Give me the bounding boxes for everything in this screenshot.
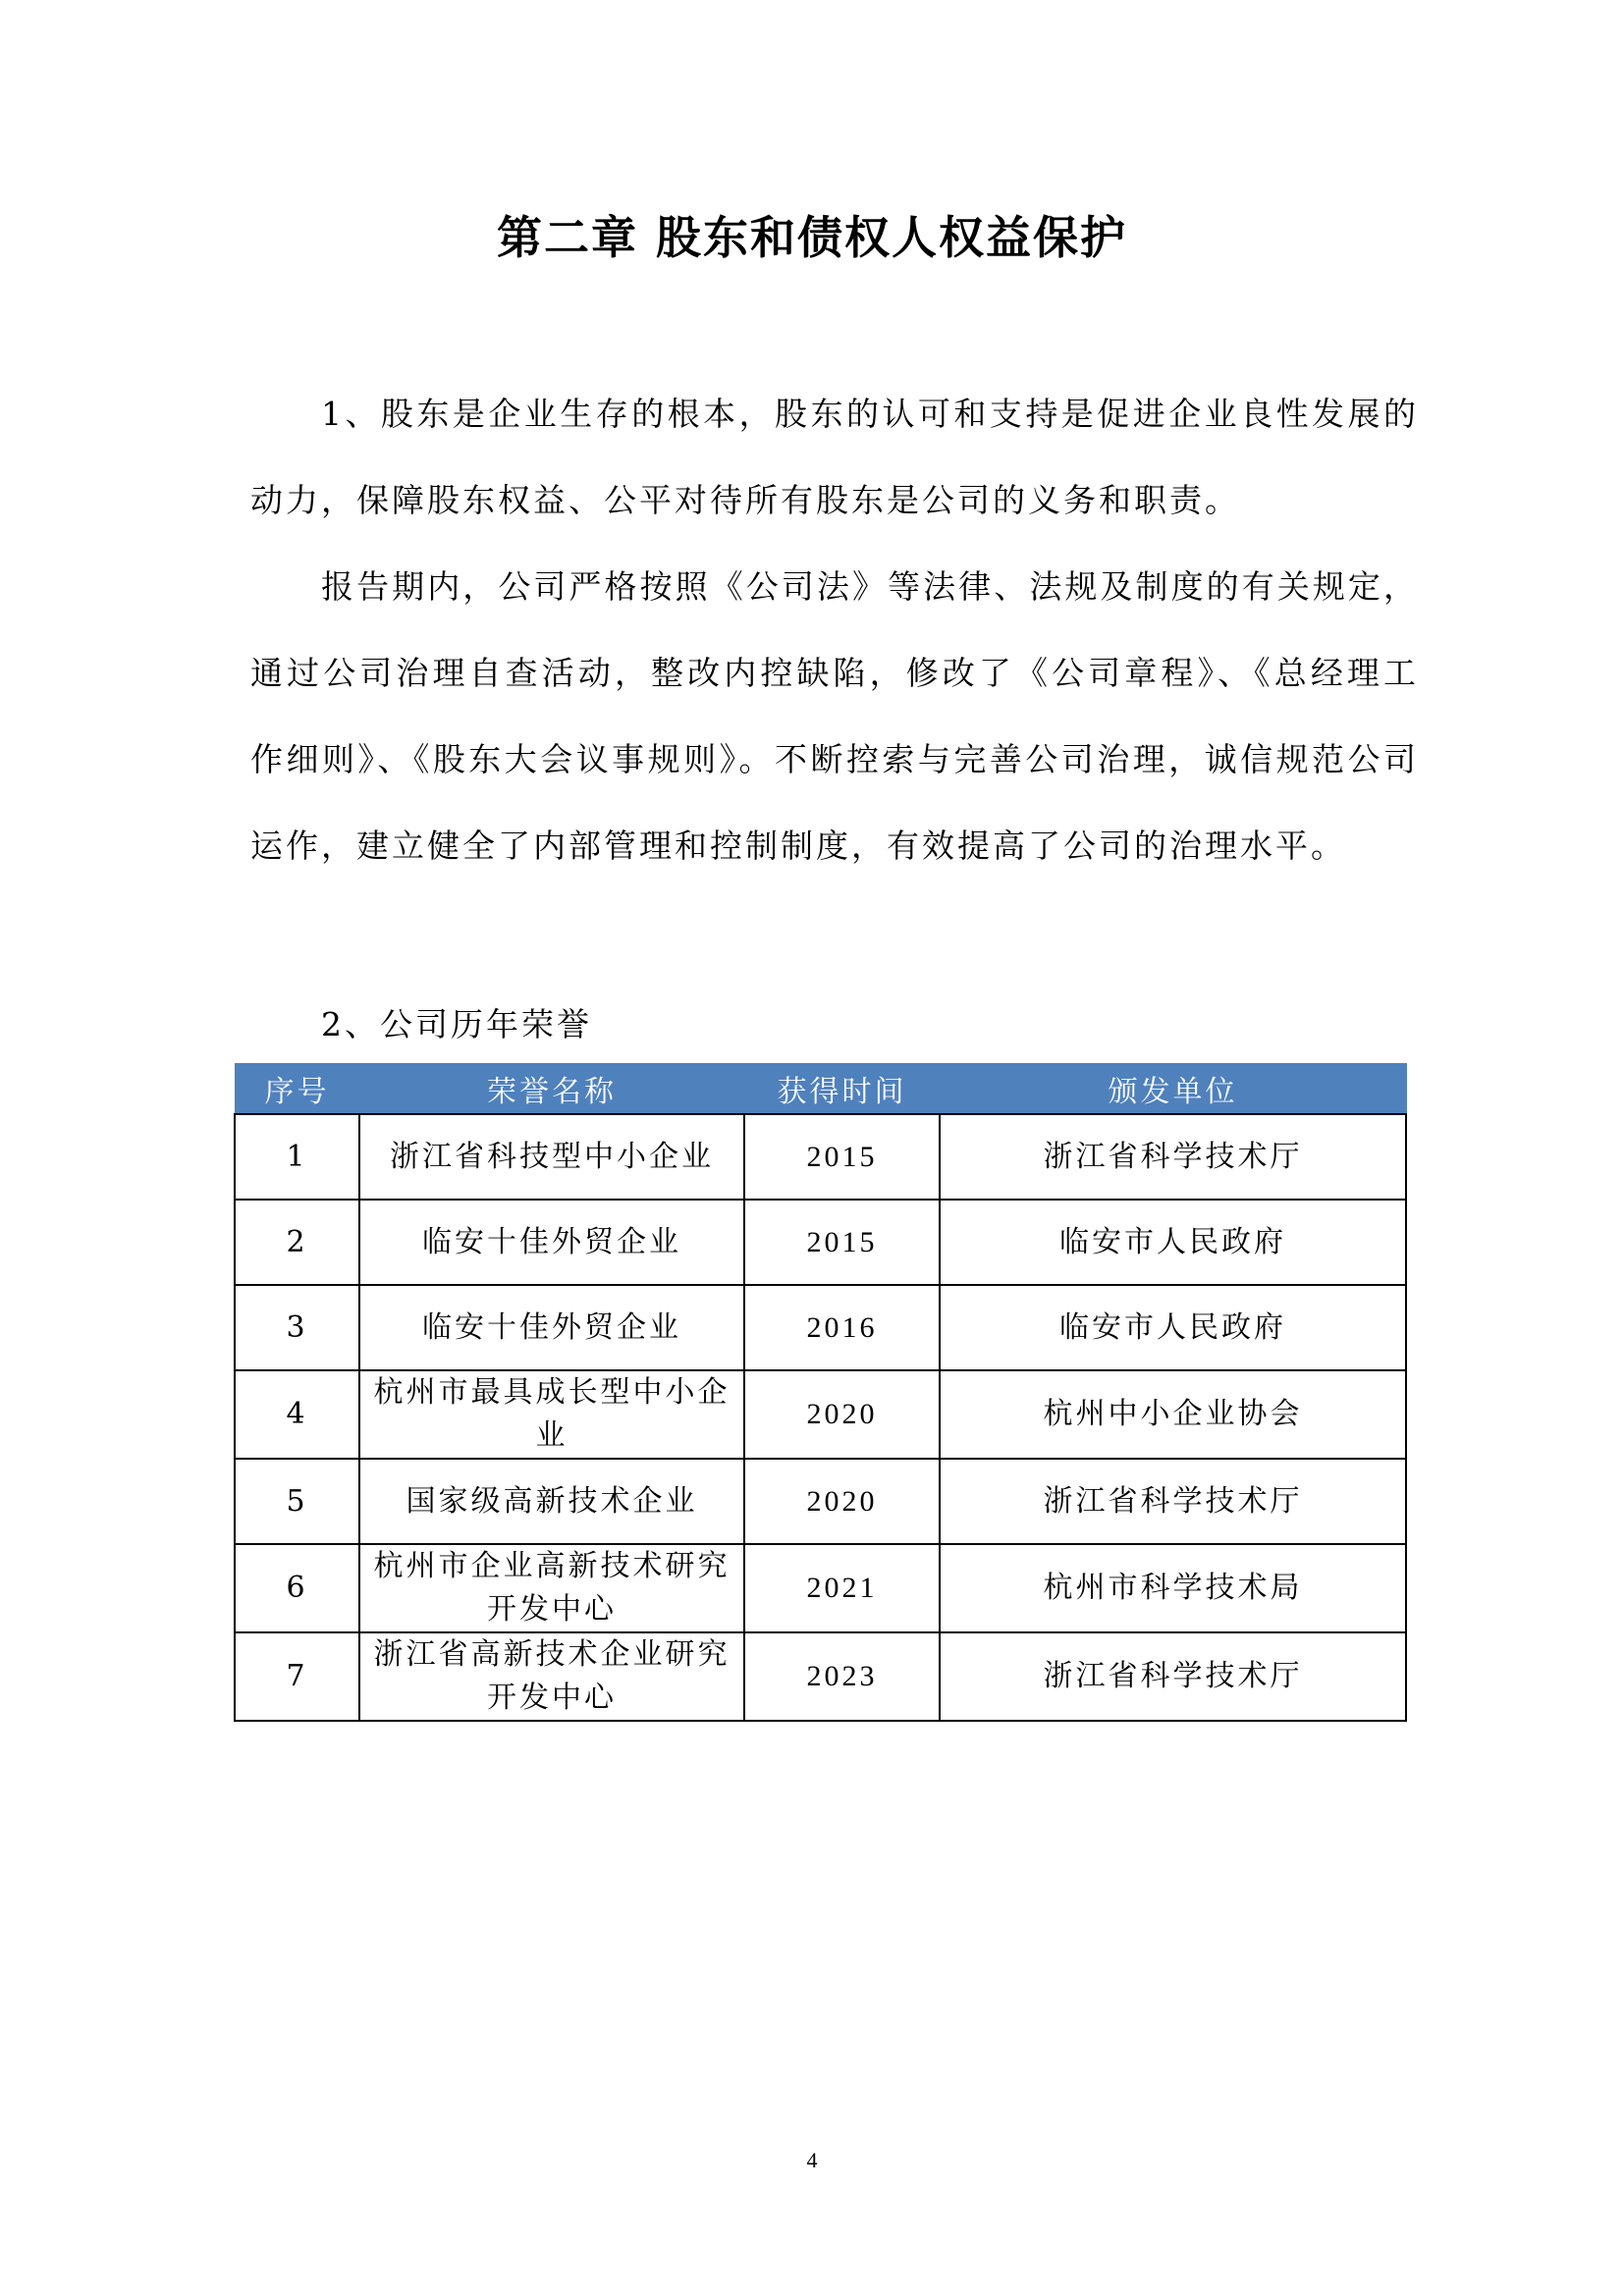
page-number: 4 bbox=[806, 2148, 818, 2172]
row-index: 7 bbox=[235, 1632, 359, 1721]
row-issuer: 杭州中小企业协会 bbox=[940, 1370, 1406, 1459]
row-year: 2020 bbox=[744, 1459, 940, 1544]
table-row bbox=[235, 1632, 1406, 1721]
row-index: 2 bbox=[235, 1200, 359, 1285]
row-year: 2016 bbox=[744, 1285, 940, 1370]
paragraph-shareholders: 1、股东是企业生存的根本，股东的认可和支持是促进企业良性发展的动力，保障股东权益、公平对待所有股东是公司的义务和职责。 bbox=[250, 395, 1419, 519]
row-issuer: 浙江省科学技术厅 bbox=[940, 1632, 1406, 1721]
header-issuer: 颁发单位 bbox=[940, 1064, 1406, 1115]
row-year: 2015 bbox=[744, 1200, 940, 1285]
header-index: 序号 bbox=[235, 1064, 359, 1115]
table-row bbox=[235, 1544, 1406, 1632]
row-honor-name: 国家级高新技术企业 bbox=[359, 1459, 744, 1544]
row-honor-name: 浙江省高新技术企业研究开发中心 bbox=[359, 1632, 744, 1721]
table-row bbox=[235, 1200, 1406, 1285]
row-year: 2023 bbox=[744, 1632, 940, 1721]
section-heading-honors: 2、公司历年荣誉 bbox=[321, 1005, 592, 1043]
row-issuer: 临安市人民政府 bbox=[940, 1285, 1406, 1370]
page-title: 第二章 股东和债权人权益保护 bbox=[496, 211, 1127, 264]
header-year: 获得时间 bbox=[744, 1064, 940, 1115]
table-row bbox=[235, 1285, 1406, 1370]
row-honor-name: 临安十佳外贸企业 bbox=[359, 1200, 744, 1285]
header-honor-name: 荣誉名称 bbox=[359, 1064, 744, 1115]
paragraph-governance: 报告期内，公司严格按照《公司法》等法律、法规及制度的有关规定，通过公司治理自查活动，整改内控缺陷，修改了《公司章程》、《总经理工作细则》、《股东大会议事规则》。不断控索与完善公司治理，诚信规范公司运作，建立健全了内部管理和控制制度，有效提高了公司的治理水平。 bbox=[250, 567, 1419, 865]
row-index: 4 bbox=[235, 1370, 359, 1459]
row-honor-name: 杭州市企业高新技术研究开发中心 bbox=[359, 1544, 744, 1632]
table-row bbox=[235, 1370, 1406, 1459]
row-index: 3 bbox=[235, 1285, 359, 1370]
row-issuer: 临安市人民政府 bbox=[940, 1200, 1406, 1285]
row-index: 1 bbox=[235, 1114, 359, 1200]
row-issuer: 浙江省科学技术厅 bbox=[940, 1114, 1406, 1200]
row-honor-name: 杭州市最具成长型中小企业 bbox=[359, 1370, 744, 1459]
row-honor-name: 临安十佳外贸企业 bbox=[359, 1285, 744, 1370]
row-honor-name: 浙江省科技型中小企业 bbox=[359, 1114, 744, 1200]
row-year: 2021 bbox=[744, 1544, 940, 1632]
honors-table bbox=[234, 1063, 1407, 1722]
row-issuer: 杭州市科学技术局 bbox=[940, 1544, 1406, 1632]
row-issuer: 浙江省科学技术厅 bbox=[940, 1459, 1406, 1544]
row-year: 2015 bbox=[744, 1114, 940, 1200]
table-row bbox=[235, 1114, 1406, 1200]
row-index: 5 bbox=[235, 1459, 359, 1544]
table-row bbox=[235, 1459, 1406, 1544]
row-year: 2020 bbox=[744, 1370, 940, 1459]
table-header-row bbox=[235, 1064, 1406, 1115]
row-index: 6 bbox=[235, 1544, 359, 1632]
